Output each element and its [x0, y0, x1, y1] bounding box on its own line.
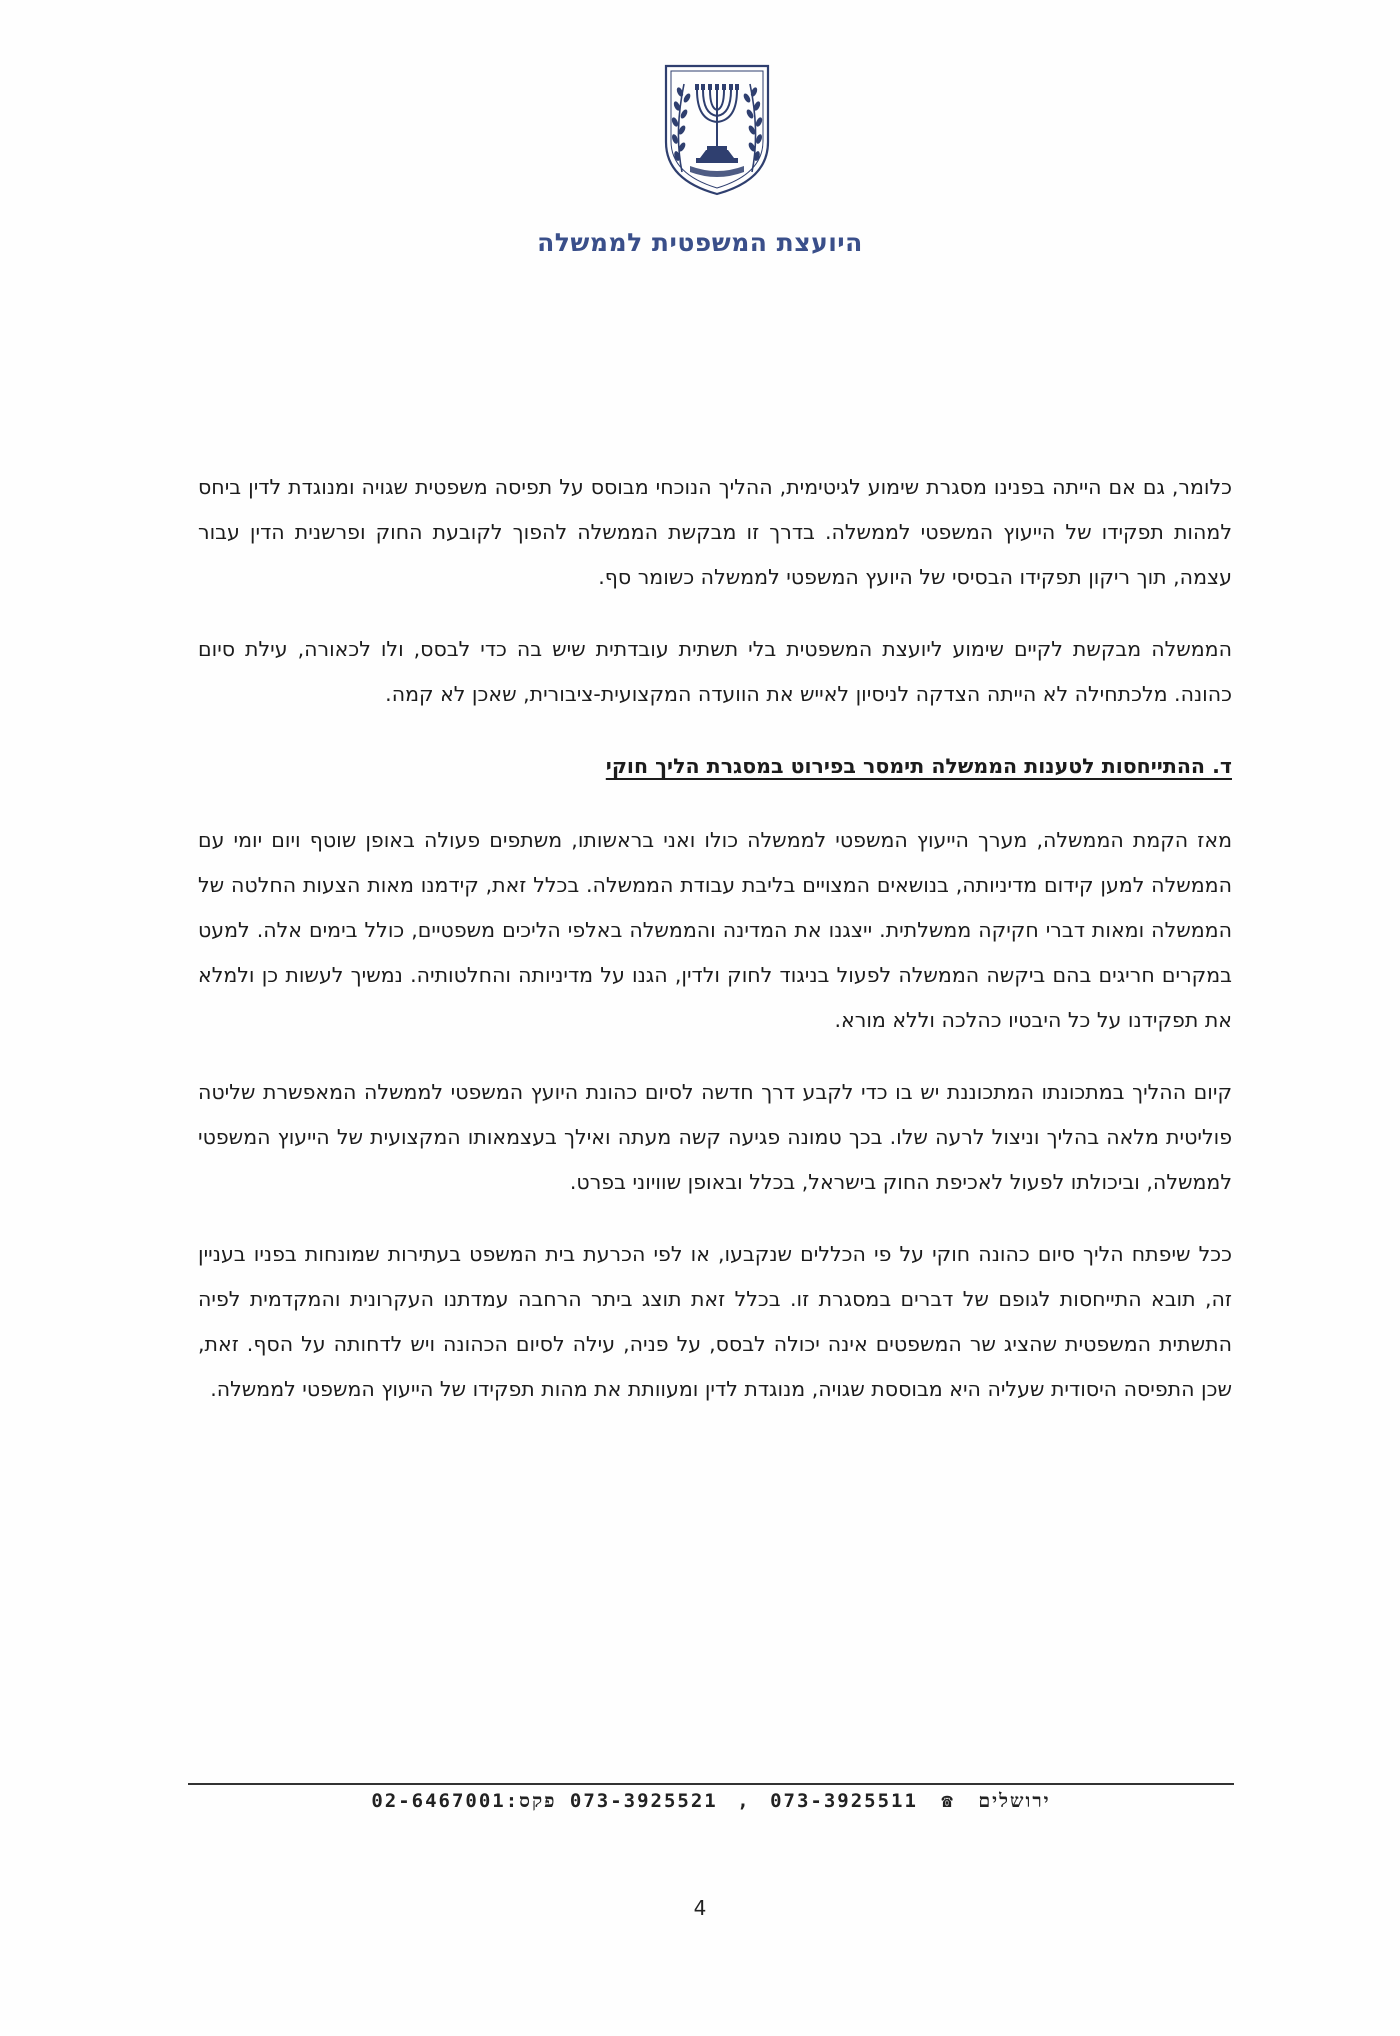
- body-paragraph: ככל שיפתח הליך סיום כהונה חוקי על פי הכללים שנקבעו, או לפי הכרעת בית המשפט בעתירות שמונחות בפניו בעניין זה, תובא התייחסות לגופם של דברים במסגרת זו. בכלל זאת תוצג ביתר הרחבה עמדתנו העקרונית והמקדמית לפיה התשתית המשפטית שהציג שר המשפטים אינה יכולה לבסס, על פניה, עילה לסיום הכהונה ויש לדחותה על הסף. זאת, שכן התפיסה היסודית שעליה היא מבוססת שגויה, מנוגדת לדין ומעוותת את מהות תפקידו של הייעוץ המשפטי לממשלה.: [198, 1242, 1232, 1401]
- body-paragraph: מאז הקמת הממשלה, מערך הייעוץ המשפטי לממשלה כולו ואני בראשותו, משתפים פעולה באופן שוטף ויום יומי עם הממשלה למען קידום מדיניותה, בנושאים המצויים בליבת עבודת הממשלה. בכלל זאת, קידמנו מאות הצעות החלטה של הממשלה ומאות דברי חקיקה ממשלתית. ייצגנו את המדינה והממשלה באלפי הליכים משפטיים, כולל בימים אלה. למעט במקרים חריגים בהם ביקשה הממשלה לפעול בניגוד לחוק ולדין, הגנו על מדיניותה והחלטותיה. נמשיך לעשות כן ולמלא את תפקידנו על כל היבטיו כהלכה וללא מורא.: [198, 828, 1232, 1032]
- body-paragraph: כלומר, גם אם הייתה בפנינו מסגרת שימוע לגיטימית, ההליך הנוכחי מבוסס על תפיסה משפטית שגויה ומנוגדת לדין ביחס למהות תפקידו של הייעוץ המשפטי לממשלה. בדרך זו מבקשת הממשלה להפוך לקובעת החוק ופרשנית הדין עבור עצמה, תוך ריקון תפקידו הבסיסי של היועץ המשפטי לממשלה כשומר סף.: [198, 475, 1232, 589]
- footer-contact: [188, 1790, 1234, 1813]
- office-title: היועצת המשפטית לממשלה: [537, 228, 863, 257]
- body-paragraph: הממשלה מבקשת לקיים שימוע ליועצת המשפטית בלי תשתית עובדתית שיש בה כדי לבסס, ולו לכאורה, עילת סיום כהונה. מלכתחילה לא הייתה הצדקה לניסיון לאייש את הוועדה המקצועית-ציבורית, שאכן לא קמה.: [198, 637, 1232, 706]
- body-paragraph: קיום ההליך במתכונתו המתכוננת יש בו כדי לקבע דרך חדשה לסיום כהונת היועץ המשפטי לממשלה המאפשרת שליטה פוליטית מלאה בהליך וניצול לרעה שלו. בכך טמונה פגיעה קשה מעתה ואילך בעצמאותו המקצועית של הייעוץ המשפטי לממשלה, וביכולתו לפעול לאכיפת החוק בישראל, בכלל ובאופן שוויוני בפרט.: [198, 1080, 1232, 1194]
- footer-separator: ,: [737, 1790, 751, 1812]
- footer-city: ירושלים: [978, 1790, 1051, 1812]
- footer-phone-1: 073-3925511: [770, 1790, 918, 1812]
- telephone-icon: ☎: [941, 1790, 955, 1812]
- footer-divider: [188, 1783, 1234, 1785]
- footer-phone-2: 073-3925521: [569, 1790, 718, 1812]
- footer-fax: פקס:02-6467001: [371, 1790, 557, 1812]
- letter-body: [198, 465, 1232, 1439]
- section-heading: ד. ההתייחסות לטענות הממשלה תימסר בפירוט במסגרת הליך חוקי: [605, 754, 1232, 778]
- state-emblem-icon: [660, 62, 774, 198]
- page-number: 4: [693, 1896, 707, 1920]
